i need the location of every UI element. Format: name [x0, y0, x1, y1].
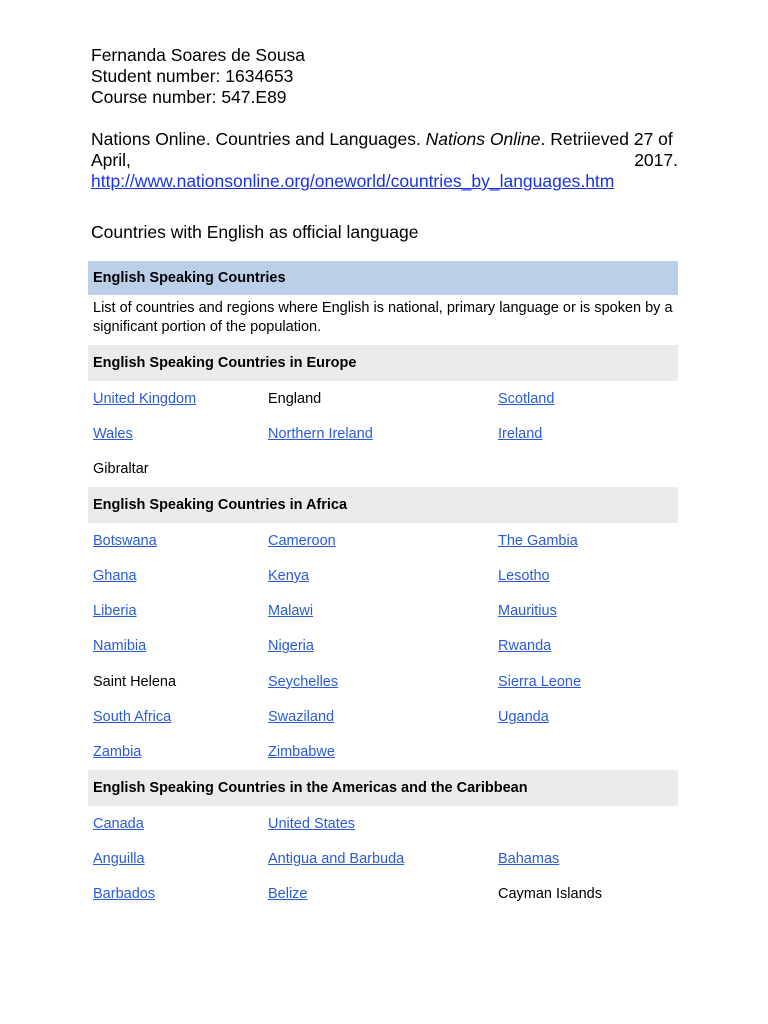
table-cell [498, 391, 668, 407]
citation-year: 2017. [634, 150, 678, 170]
table-row [88, 558, 678, 593]
section-heading: English Speaking Countries in the Americas and the Caribbean [88, 770, 678, 806]
table-cell [93, 426, 268, 442]
table-cell [268, 744, 498, 760]
country-link[interactable]: Namibia [93, 638, 147, 655]
table-row [88, 629, 678, 664]
country-link[interactable]: Zimbabwe [268, 744, 335, 761]
citation-source-italic: Nations Online [425, 129, 541, 149]
country-name: Saint Helena [93, 673, 177, 690]
table-cell [268, 709, 498, 725]
section-heading: English Speaking Countries in Africa [88, 487, 678, 523]
country-link[interactable]: Antigua and Barbuda [268, 850, 405, 867]
table-row [88, 735, 678, 770]
table-cell [498, 603, 668, 619]
table-cell [268, 568, 498, 584]
table-row [88, 381, 678, 416]
table-cell [93, 568, 268, 584]
country-link[interactable]: Lesotho [498, 567, 550, 584]
table-cell [268, 638, 498, 654]
table-cell [498, 638, 668, 654]
citation-line-1 [91, 129, 678, 150]
table-cell [498, 886, 668, 902]
country-name: England [268, 390, 322, 407]
table-cell [93, 533, 268, 549]
student-number: Student number: 1634653 [91, 66, 294, 86]
section-heading: English Speaking Countries in Europe [88, 345, 678, 381]
table-cell [268, 674, 498, 690]
country-link[interactable]: United Kingdom [93, 390, 197, 407]
table-cell [268, 533, 498, 549]
country-link[interactable]: The Gambia [498, 532, 578, 549]
country-name: Cayman Islands [498, 886, 602, 903]
author-name: Fernanda Soares de Sousa [91, 45, 306, 65]
table-cell [93, 461, 268, 477]
country-link[interactable]: Ireland [498, 425, 543, 442]
table-cell [498, 851, 668, 867]
table-cell [268, 816, 498, 832]
country-link[interactable]: Wales [93, 425, 133, 442]
citation-retrieved: . Retriieved 27 of [540, 129, 673, 149]
country-link[interactable]: Kenya [268, 567, 310, 584]
citation [91, 129, 678, 192]
country-link[interactable]: Zambia [93, 744, 142, 761]
country-link[interactable]: Bahamas [498, 850, 560, 867]
country-link[interactable]: Nigeria [268, 638, 314, 655]
section-subheading: Countries with English as official language [91, 222, 419, 242]
country-link[interactable]: Liberia [93, 603, 137, 620]
country-link[interactable]: Uganda [498, 709, 549, 726]
table-cell [498, 709, 668, 725]
table-cell [498, 674, 668, 690]
table-description: List of countries and regions where English is national, primary language or is spoken by a significant portion of the population. [93, 300, 673, 335]
table-cell [93, 674, 268, 690]
country-link[interactable]: Scotland [498, 390, 555, 407]
citation-url-link[interactable]: http://www.nationsonline.org/oneworld/countries_by_languages.htm [91, 171, 615, 191]
country-link[interactable]: Rwanda [498, 638, 552, 655]
country-link[interactable]: Sierra Leone [498, 673, 582, 690]
table-cell [93, 709, 268, 725]
table-row [88, 416, 678, 451]
country-link[interactable]: Canada [93, 815, 144, 832]
citation-month: April, [91, 150, 131, 170]
citation-line-2 [91, 150, 678, 171]
table-row [88, 523, 678, 558]
table-cell [498, 568, 668, 584]
table-row [88, 664, 678, 699]
table-cell [93, 816, 268, 832]
table-cell [498, 426, 668, 442]
country-link[interactable]: Ghana [93, 567, 137, 584]
table-row [88, 593, 678, 628]
table-row [88, 841, 678, 876]
citation-text: Nations Online. Countries and Languages. [91, 129, 426, 149]
table-cell [498, 533, 668, 549]
table-row [88, 877, 678, 912]
table-cell [93, 638, 268, 654]
table-row [88, 806, 678, 841]
table-row [88, 452, 678, 487]
table-cell [93, 603, 268, 619]
country-link[interactable]: Mauritius [498, 603, 557, 620]
country-link[interactable]: Seychelles [268, 673, 339, 690]
table-cell [268, 426, 498, 442]
author-header [91, 45, 678, 108]
countries-table [88, 261, 678, 912]
country-link[interactable]: Barbados [93, 886, 156, 903]
table-row [88, 699, 678, 734]
table-cell [93, 851, 268, 867]
table-cell [93, 886, 268, 902]
table-cell [268, 603, 498, 619]
country-link[interactable]: Cameroon [268, 532, 336, 549]
country-link[interactable]: Anguilla [93, 850, 145, 867]
country-link[interactable]: South Africa [93, 709, 172, 726]
country-link[interactable]: Belize [268, 886, 308, 903]
course-number: Course number: 547.E89 [91, 87, 287, 107]
table-cell [268, 886, 498, 902]
country-link[interactable]: Swaziland [268, 709, 335, 726]
country-name: Gibraltar [93, 461, 149, 478]
table-title: English Speaking Countries [88, 261, 678, 295]
table-cell [93, 391, 268, 407]
table-cell [268, 391, 498, 407]
country-link[interactable]: United States [268, 815, 356, 832]
country-link[interactable]: Botswana [93, 532, 157, 549]
country-link[interactable]: Northern Ireland [268, 425, 373, 442]
table-cell [268, 851, 498, 867]
table-cell [93, 744, 268, 760]
country-link[interactable]: Malawi [268, 603, 314, 620]
